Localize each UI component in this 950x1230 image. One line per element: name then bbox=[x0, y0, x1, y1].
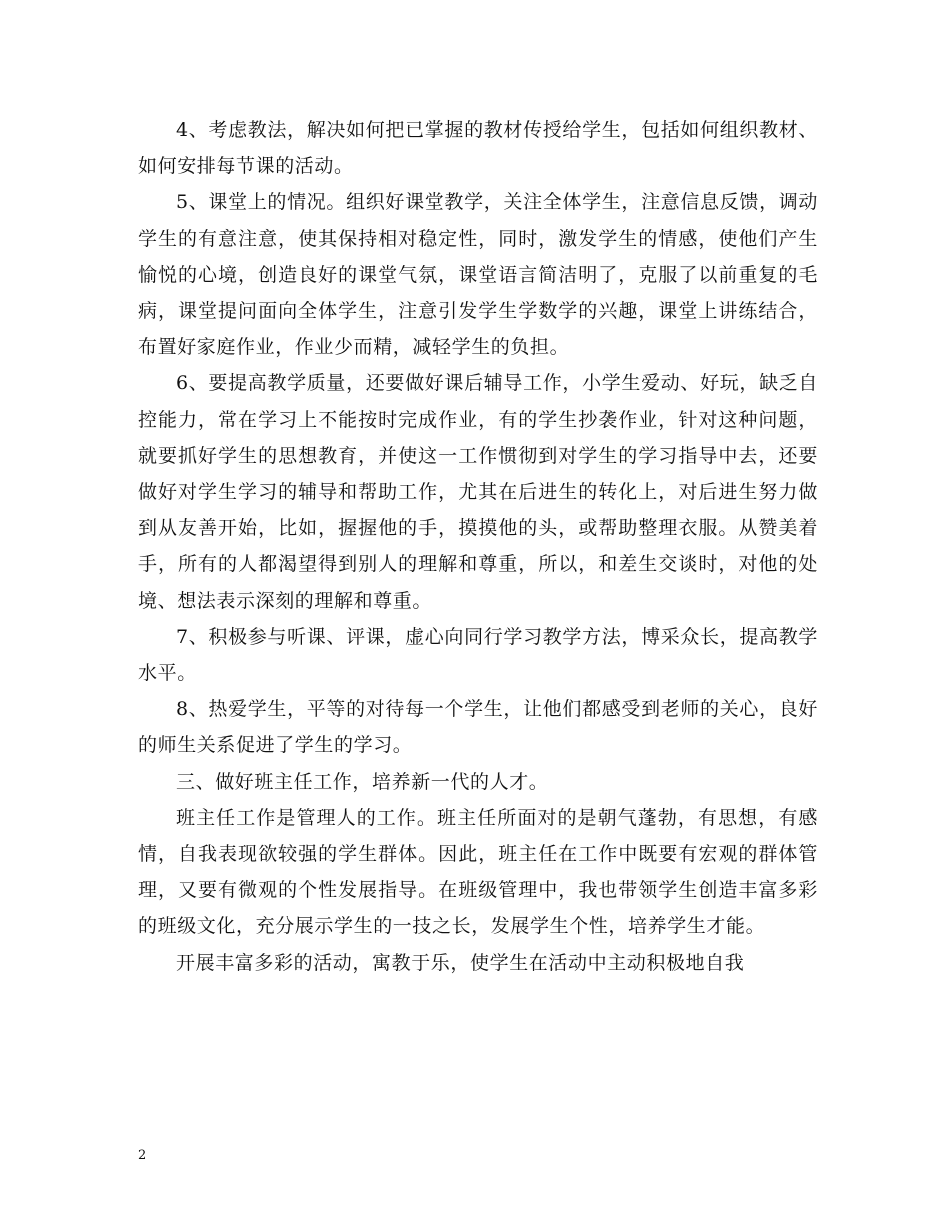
page-number: 2 bbox=[138, 1148, 147, 1163]
paragraph-love-students: 8、热爱学生，平等的对待每一个学生，让他们都感受到老师的关心，良好的师生关系促进了学生的学习。 bbox=[138, 698, 818, 757]
paragraph-activities: 开展丰富多彩的活动，寓教于乐，使学生在活动中主动积极地自我 bbox=[176, 951, 745, 974]
paragraph-classroom: 5、课堂上的情况。组织好课堂教学，关注全体学生，注意信息反馈，调动学生的有意注意，使其保持相对稳定性，同时，激发学生的情感，使他们产生愉悦的心境，创造良好的课堂气氛，课堂语言简洁明了，克服了以前重复的毛病，课堂提问面向全体学生，注意引发学生学数学的兴趣，课堂上讲练结合，布置好家庭作业，作业少而精，减轻学生的负担。 bbox=[138, 191, 818, 359]
section-heading-head-teacher: 三、做好班主任工作，培养新一代的人才。 bbox=[176, 770, 549, 793]
paragraph-teaching-method: 4、考虑教法，解决如何把已掌握的教材传授给学生，包括如何组织教材、如何安排每节课的活动。 bbox=[138, 119, 818, 178]
paragraph-tutoring: 6、要提高教学质量，还要做好课后辅导工作，小学生爱动、好玩，缺乏自控能力，常在学习上不能按时完成作业，有的学生抄袭作业，针对这种问题，就要抓好学生的思想教育，并使这一工作惯彻到对学生的学习指导中去，还要做好对学生学习的辅导和帮助工作，尤其在后进生的转化上，对后进生努力做到从友善开始，比如，握握他的手，摸摸他的头，或帮助整理衣服。从赞美着手，所有的人都渴望得到别人的理解和尊重，所以，和差生交谈时，对他的处境、想法表示深刻的理解和尊重。 bbox=[138, 372, 818, 612]
paragraph-head-teacher-work: 班主任工作是管理人的工作。班主任所面对的是朝气蓬勃，有思想，有感情，自我表现欲较强的学生群体。因此，班主任在工作中既要有宏观的群体管理，又要有微观的个性发展指导。在班级管理中，我也带领学生创造丰富多彩的班级文化，充分展示学生的一技之长，发展学生个性，培养学生才能。 bbox=[138, 806, 818, 938]
paragraph-lesson-observation: 7、积极参与听课、评课，虚心向同行学习教学方法，博采众长，提高教学水平。 bbox=[138, 625, 818, 685]
body-text bbox=[138, 112, 818, 981]
